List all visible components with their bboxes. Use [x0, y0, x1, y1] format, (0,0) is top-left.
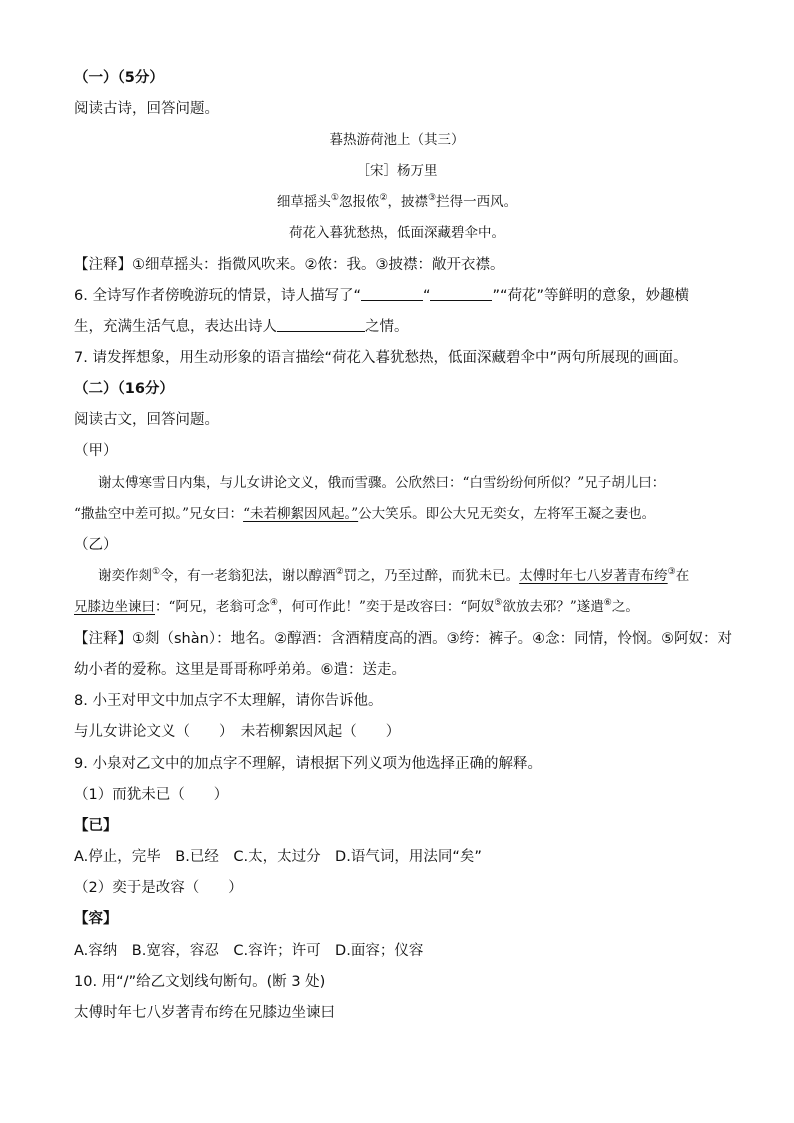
question-6-line-2: 生，充满生活气息，表达出诗人 之情。 — [74, 319, 409, 335]
answer-blank[interactable] — [361, 286, 423, 301]
question-9-word-2: 【容】 — [74, 911, 118, 927]
section2-heading: （二）（16分） — [74, 381, 174, 397]
poem-author: ［宋］杨万里 — [356, 163, 438, 179]
question-9-options-2: A.容纳 B.宽容，容忍 C.容许；许可 D.面容；仪容 — [74, 943, 424, 959]
question-7: 7. 请发挥想象，用生动形象的语言描绘“荷花入暮犹愁热，低面深藏碧伞中”两句所展现的画面。 — [74, 350, 688, 366]
question-10-sentence: 太傅时年七八岁著青布绔在兄膝边坐谏曰 — [74, 1005, 335, 1021]
passage-yi-line-2: 兄膝边坐谏曰：“阿兄，老翁可念④，何可作此！”奕于是改容曰：“阿奴⑤欲放去邪？”遂遣⑥之。 — [74, 598, 639, 615]
passage-yi-label: （乙） — [74, 537, 118, 553]
section1-instruction: 阅读古诗，回答问题。 — [74, 101, 219, 117]
question-9-word-1: 【已】 — [74, 818, 118, 834]
passage-jia-line-1: 谢太傅寒雪日内集，与儿女讲论文义，俄而雪骤。公欣然曰：“白雪纷纷何所似？”兄子胡儿曰： — [98, 475, 666, 491]
question-8-stem: 8. 小王对甲文中加点字不太理解，请你告诉他。 — [74, 693, 383, 709]
passage-note-line-1: 【注释】①剡（shàn）：地名。②醇酒：含酒精度高的酒。③绔：裤子。④念：同情，怜悯。⑤阿奴：对 — [74, 631, 733, 647]
question-8-items: 与儿女讲论文义（ ） 未若柳絮因风起（ ） — [74, 724, 401, 740]
poem-line-1: 细草摇头①忽报侬②，披襟③拦得一西风。 — [276, 193, 518, 210]
poem-note: 【注释】①细草摇头：指微风吹来。②侬：我。③披襟：敞开衣襟。 — [74, 257, 505, 273]
question-6-line-1: 6. 全诗写作者傍晚游玩的情景，诗人描写了“ “ ”“荷花”等鲜明的意象，妙趣横 — [74, 288, 690, 304]
passage-jia-line-2: “撒盐空中差可拟。”兄女曰：“未若柳絮因风起。”公大笑乐。即公大兄无奕女，左将军王凝之妻也。 — [74, 506, 656, 522]
answer-blank[interactable] — [430, 286, 492, 301]
answer-blank[interactable] — [277, 317, 365, 332]
passage-note-line-2: 幼小者的爱称。这里是哥哥称呼弟弟。⑥遣：送走。 — [74, 662, 406, 678]
question-10-stem: 10. 用“/”给乙文划线句断句。(断 3 处) — [74, 974, 326, 990]
passage-yi-line-1: 谢奕作剡①令，有一老翁犯法，谢以醇酒②罚之，乃至过醉，而犹未已。太傅时年七八岁著青布绔③在 — [98, 567, 690, 584]
question-9-options-1: A.停止，完毕 B.已经 C.太，太过分 D.语气词，用法同“矣” — [74, 849, 482, 865]
section2-instruction: 阅读古文，回答问题。 — [74, 412, 219, 428]
poem-title: 暮热游荷池上（其三） — [329, 132, 465, 148]
question-9-sub-1: （1）而犹未已（ ） — [74, 787, 229, 803]
poem-line-2: 荷花入暮犹愁热，低面深藏碧伞中。 — [289, 225, 505, 241]
question-9-sub-2: （2）奕于是改容（ ） — [74, 880, 243, 896]
question-9-stem: 9. 小泉对乙文中的加点字不理解，请根据下列义项为他选择正确的解释。 — [74, 756, 542, 772]
passage-jia-label: （甲） — [74, 443, 118, 459]
section1-heading: （一）（5分） — [74, 70, 164, 86]
